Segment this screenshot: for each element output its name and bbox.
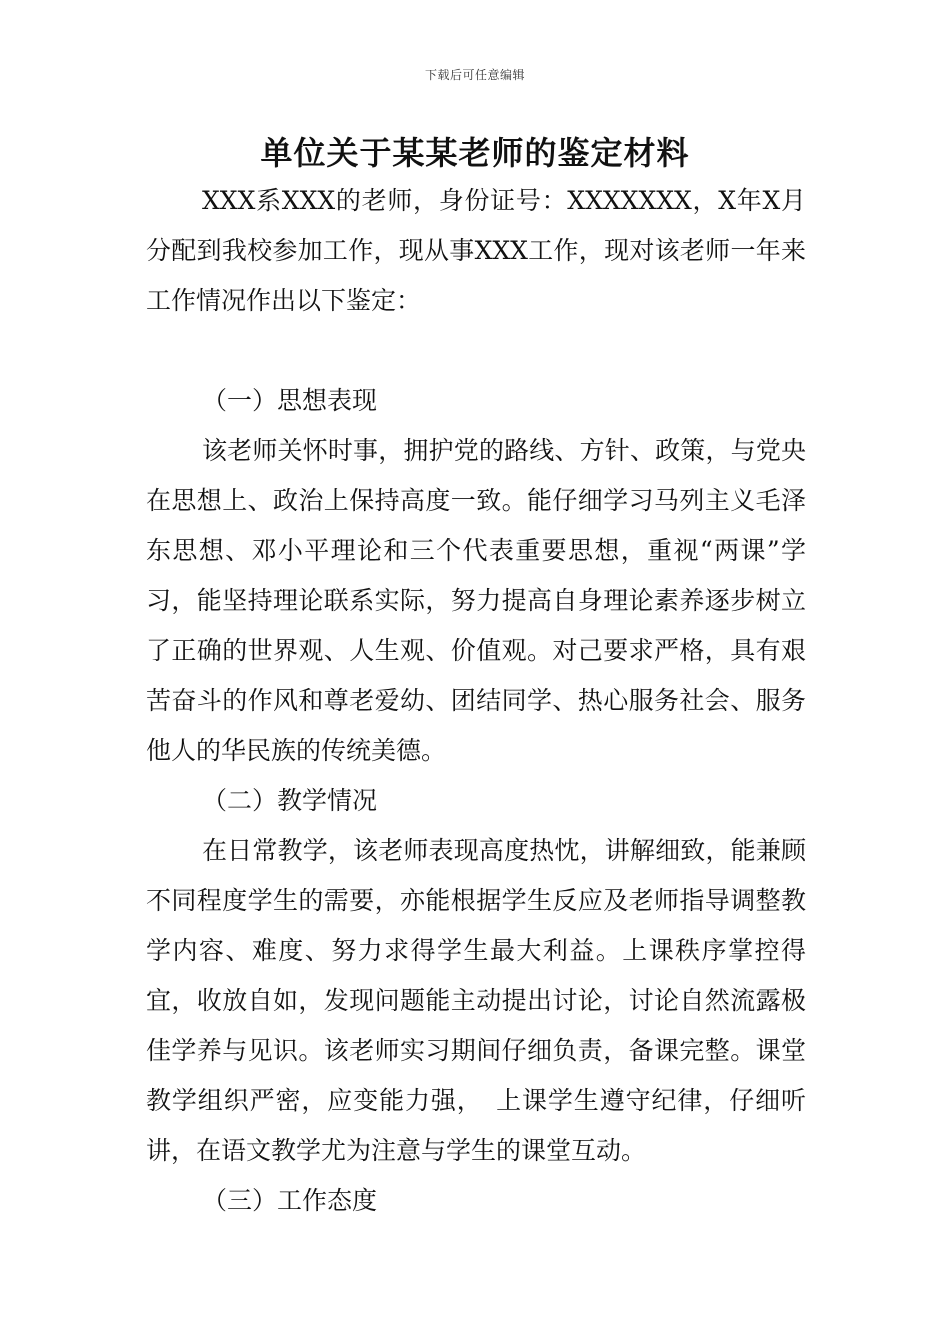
section-body-thought: 该老师关怀时事，拥护党的路线、方针、政策，与党央在思想上、政治上保持高度一致。能仔细学习马列主义毛泽东思想、邓小平理论和三个代表重要思想，重视“两课”学习，能坚持理论联系实际，努力提高自身理论素养逐步树立了正确的世界观、人生观、价值观。对己要求严格，具有艰苦奋斗的作风和尊老爱幼、团结同学、热心服务社会、服务他人的华民族的传统美德。: [146, 436, 806, 765]
document-title: 单位关于某某老师的鉴定材料: [260, 134, 690, 172]
paragraph-spacer: [146, 326, 806, 376]
header-note: 下载后可任意编辑: [424, 68, 525, 82]
intro-paragraph: XXX系XXX的老师，身份证号：XXXXXXX，X年X月分配到我校参加工作，现从事XXX工作，现对该老师一年来工作情况作出以下鉴定：: [146, 186, 806, 315]
section-body-teaching: 在日常教学，该老师表现高度热忱，讲解细致，能兼顾不同程度学生的需要，亦能根据学生反应及老师指导调整教学内容、难度、努力求得学生最大利益。上课秩序掌控得宜，收放自如，发现问题能主动提出讨论，讨论自然流露极佳学养与见识。该老师实习期间仔细负责，备课完整。课堂教学组织严密，应变能力强， 上课学生遵守纪律，仔细听讲，在语文教学尤为注意与学生的课堂互动。: [146, 836, 806, 1165]
section-heading-attitude: （三）工作态度: [202, 1186, 378, 1215]
section-heading-thought: （一）思想表现: [202, 386, 378, 415]
document-body: [146, 176, 806, 1226]
section-heading-teaching: （二）教学情况: [202, 786, 378, 815]
